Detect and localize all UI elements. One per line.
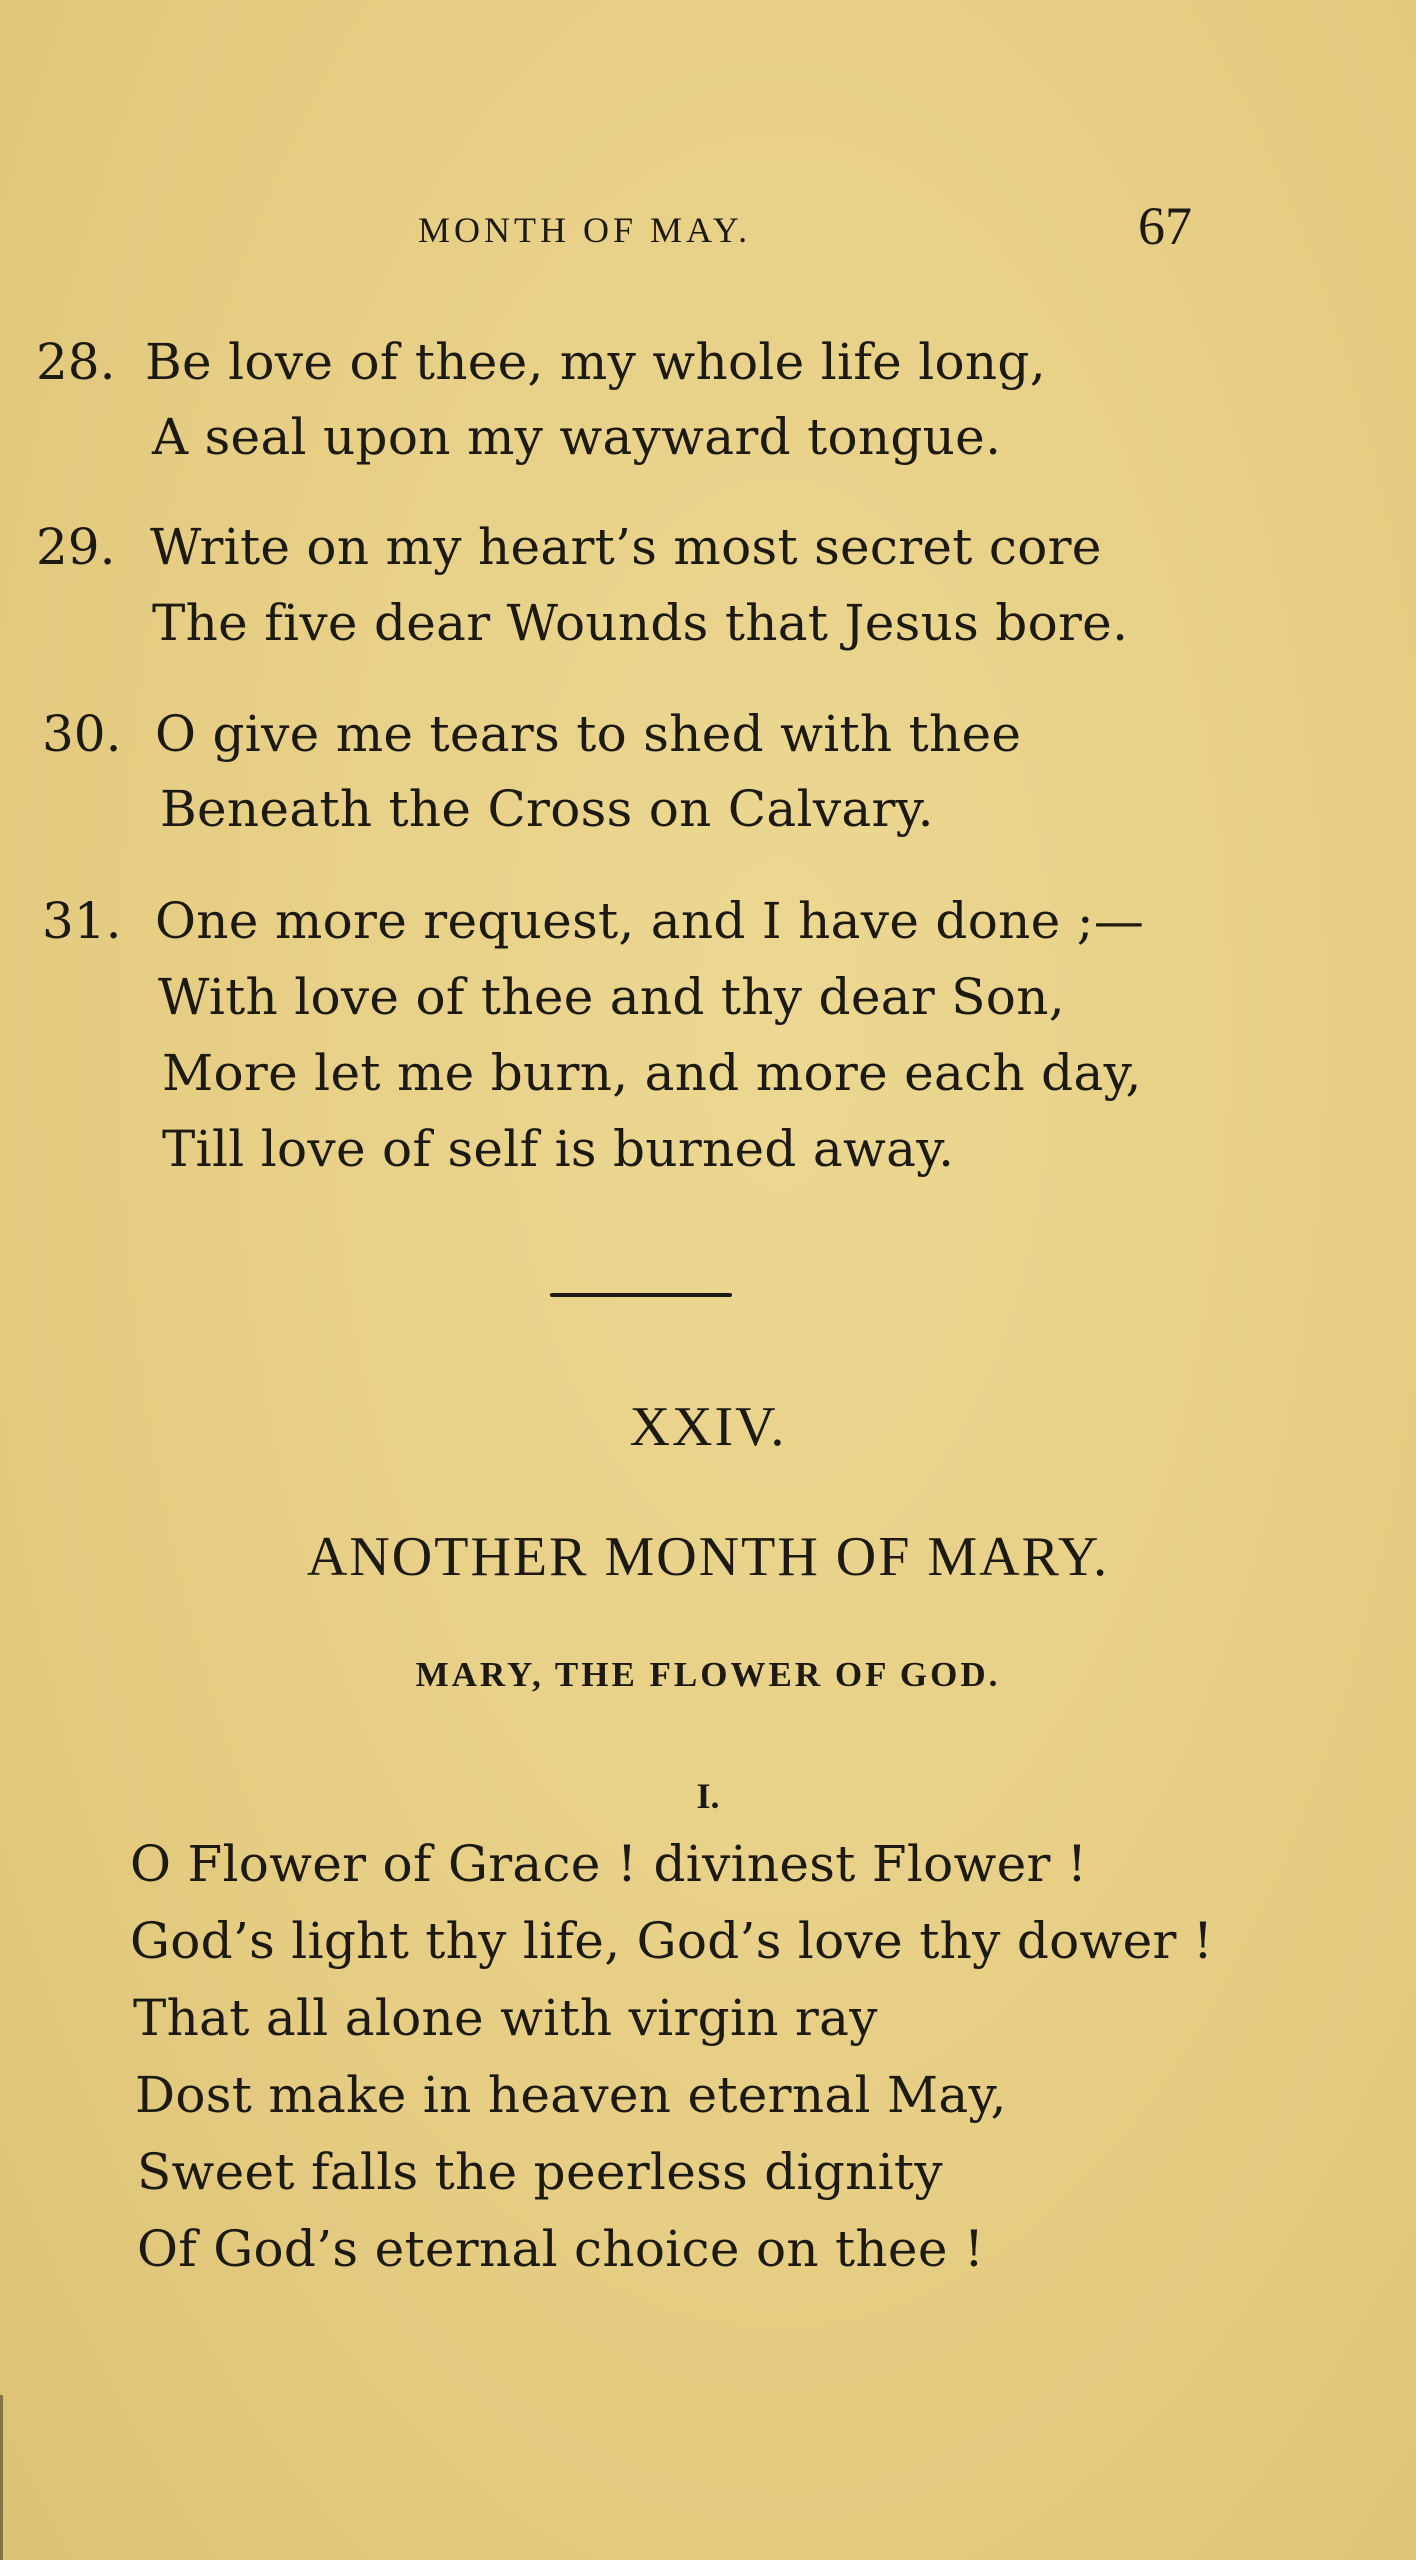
verse-line: The five dear Wounds that Jesus bore. bbox=[152, 594, 1129, 652]
verse-line: One more request, and I have done ;— bbox=[155, 892, 1145, 950]
part-number: I. bbox=[696, 1776, 720, 1816]
section-divider bbox=[550, 1293, 732, 1297]
section-title: ANOTHER MONTH OF MARY. bbox=[306, 1526, 1110, 1588]
page-edge-shadow bbox=[0, 2395, 3, 2560]
verse-line: Dost make in heaven eternal May, bbox=[135, 2066, 1007, 2124]
verse-line: A seal upon my wayward tongue. bbox=[152, 408, 1002, 466]
verse-line: That all alone with virgin ray bbox=[133, 1989, 878, 2047]
verse-line: Beneath the Cross on Calvary. bbox=[160, 780, 934, 838]
verse-line: Till love of self is burned away. bbox=[162, 1120, 955, 1178]
verse-line: O Flower of Grace ! divinest Flower ! bbox=[130, 1835, 1088, 1893]
running-title: MONTH OF MAY. bbox=[418, 210, 752, 250]
section-subtitle: MARY, THE FLOWER OF GOD. bbox=[415, 1655, 1001, 1694]
running-head bbox=[0, 195, 1416, 265]
verse-line: Write on my heart’s most secret core bbox=[150, 518, 1102, 576]
stanza-number: 31. bbox=[42, 892, 122, 950]
section-number: XXIV. bbox=[629, 1396, 787, 1458]
stanza-number: 29. bbox=[36, 518, 116, 576]
stanza-number: 30. bbox=[42, 705, 122, 763]
verse-line: Be love of thee, my whole life long, bbox=[145, 333, 1046, 391]
page-number: 67 bbox=[1138, 196, 1192, 256]
verse-line: With love of thee and thy dear Son, bbox=[158, 968, 1065, 1026]
verse-line: O give me tears to shed with thee bbox=[155, 705, 1022, 763]
verse-line: Of God’s eternal choice on thee ! bbox=[137, 2220, 985, 2278]
verse-line: More let me burn, and more each day, bbox=[162, 1044, 1142, 1102]
stanza-number: 28. bbox=[36, 333, 116, 391]
verse-line: God’s light thy life, God’s love thy dower ! bbox=[130, 1912, 1214, 1970]
verse-line: Sweet falls the peerless dignity bbox=[137, 2143, 943, 2201]
